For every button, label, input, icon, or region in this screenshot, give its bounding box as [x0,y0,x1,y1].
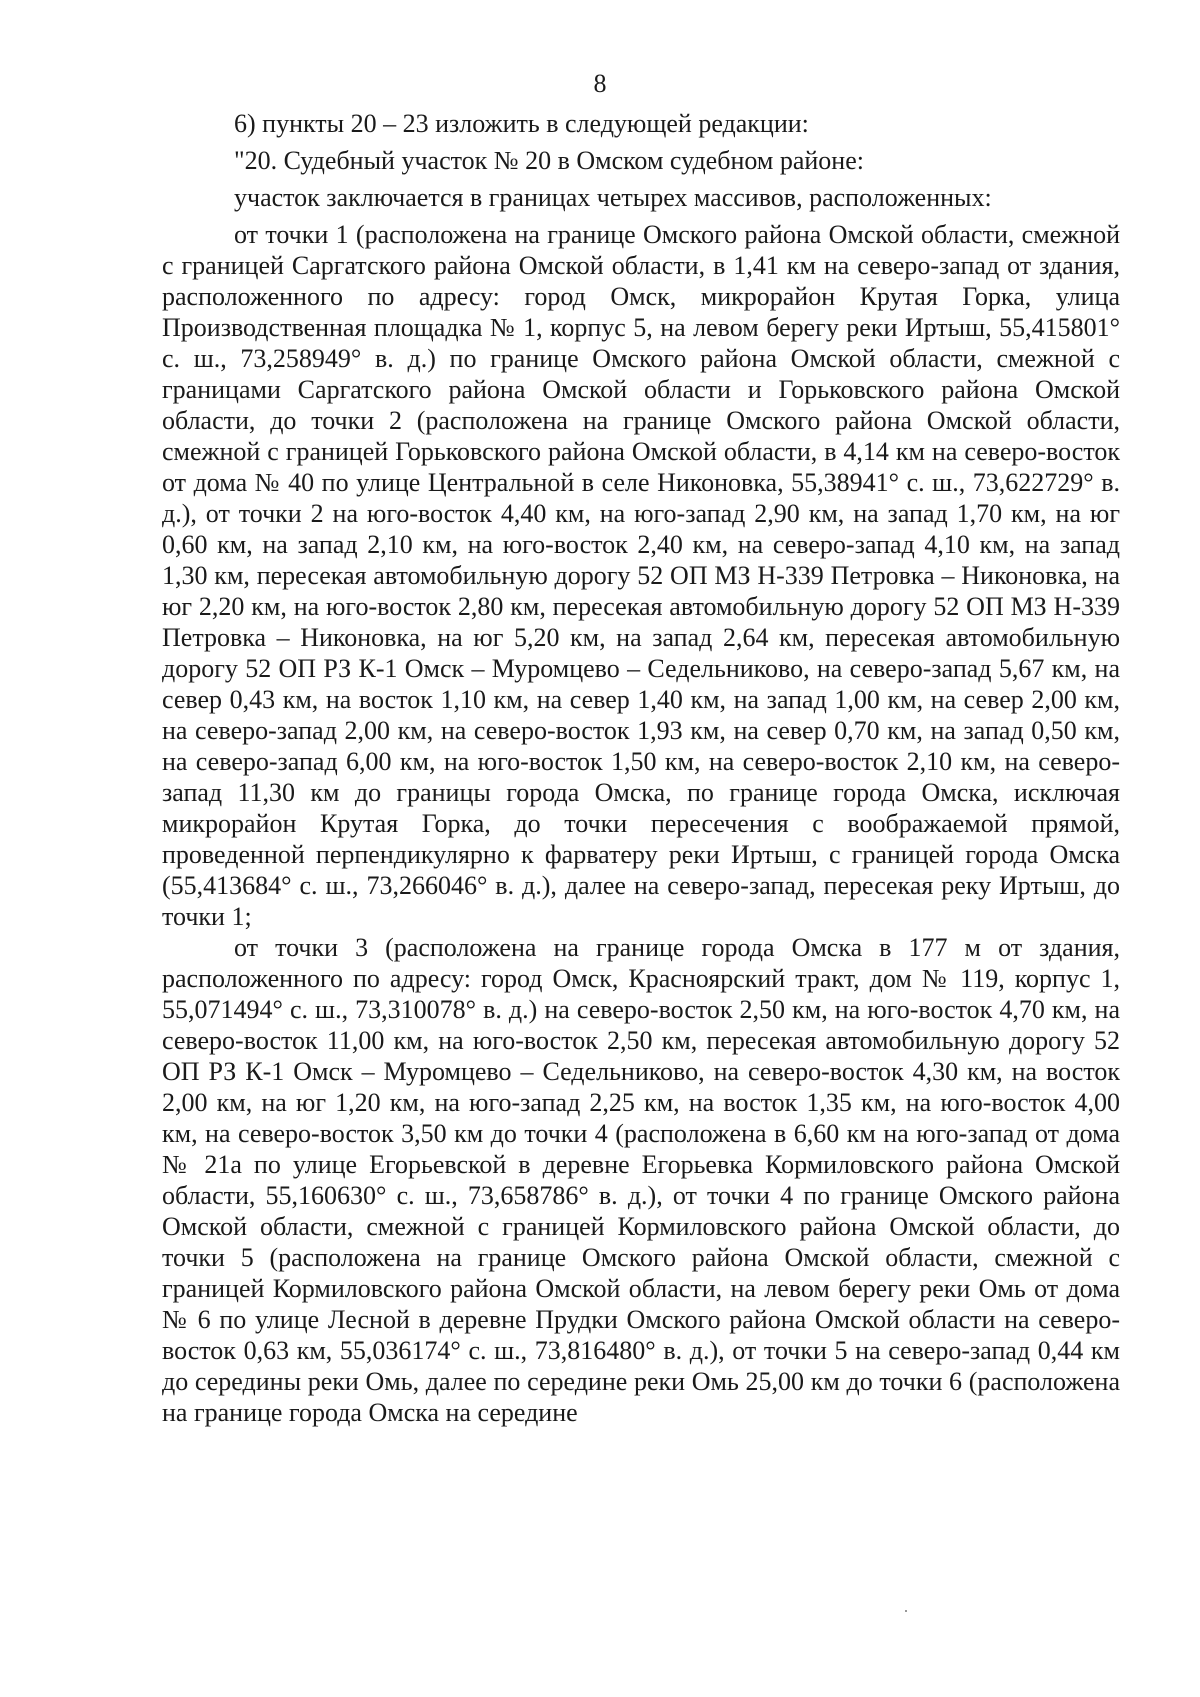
amendment-intro-line: 6) пункты 20 – 23 изложить в следующей редакции: [234,109,809,138]
section-heading-line: "20. Судебный участок № 20 в Омском судебном районе: [234,146,864,175]
page-number: 8 [593,69,607,98]
boundary-paragraph-2: от точки 3 (расположена на границе города Омска в 177 м от здания, расположенного по адресу: город Омск, Красноярский тракт, дом № 119, корпус 1, 55,071494° с. ш., 73,310078° в. д.) на северо-восток 2,50 км, на юго-восток 4,70 км, на северо-восток 11,00 км, на юго-восток 2,50 км, пересекая автомобильную дорогу 52 ОП РЗ К-1 Омск – Муромцево – Седельниково, на северо-восток 4,30 км, на восток 2,00 км, на юг 1,20 км, на юго-запад 2,25 км, на восток 1,35 км, на юго-восток 4,00 км, на северо-восток 3,50 км до точки 4 (расположена в 6,60 км на юго-запад от дома № 21а по улице Егорьевской в деревне Егорьевка Кормиловского района Омской области, 55,160630° с. ш., 73,658786° в. д.), от точки 4 по границе Омского района Омской области, смежной с границей Кормиловского района Омской области, до точки 5 (расположена на границе Омского района Омской области, смежной с границей Кормиловского района Омской области, на левом берегу реки Омь от дома № 6 по улице Лесной в деревне Прудки Омского района Омской области на северо-восток 0,63 км, 55,036174° с. ш., 73,816480° в. д.), от точки 5 на северо-запад 0,44 км до середины реки Омь, далее по середине реки Омь 25,00 км до точки 6 (расположена на границе города Омска на середине [162,933,1120,1427]
scan-artifact [905,1610,907,1612]
boundary-intro-line: участок заключается в границах четырех массивов, расположенных: [234,183,992,212]
boundary-paragraph-1: от точки 1 (расположена на границе Омского района Омской области, смежной с границей Саргатского района Омской области, в 1,41 км на северо-запад от здания, расположенного по адресу: город Омск, микрорайон Крутая Горка, улица Производственная площадка № 1, корпус 5, на левом берегу реки Иртыш, 55,415801° с. ш., 73,258949° в. д.) по границе Омского района Омской области, смежной с границами Саргатского района Омской области и Горьковского района Омской области, до точки 2 (расположена на границе Омского района Омской области, смежной с границей Горьковского района Омской области, в 4,14 км на северо-восток от дома № 40 по улице Центральной в селе Никоновка, 55,38941° с. ш., 73,622729° в. д.), от точки 2 на юго-восток 4,40 км, на юго-запад 2,90 км, на запад 1,70 км, на юг 0,60 км, на запад 2,10 км, на юго-восток 2,40 км, на северо-запад 4,10 км, на запад 1,30 км, пересекая автомобильную дорогу 52 ОП МЗ Н-339 Петровка – Никоновка, на юг 2,20 км, на юго-восток 2,80 км, пересекая автомобильную дорогу 52 ОП МЗ Н-339 Петровка – Никоновка, на юг 5,20 км, на запад 2,64 км, пересекая автомобильную дорогу 52 ОП РЗ К-1 Омск – Муромцево – Седельниково, на северо-запад 5,67 км, на север 0,43 км, на восток 1,10 км, на север 1,40 км, на запад 1,00 км, на север 2,00 км, на северо-запад 2,00 км, на северо-восток 1,93 км, на север 0,70 км, на запад 0,50 км, на северо-запад 6,00 км, на юго-восток 1,50 км, на северо-восток 2,10 км, на северо-запад 11,30 км до границы города Омска, по границе города Омска, исключая микрорайон Крутая Горка, до точки пересечения с воображаемой прямой, проведенной перпендикулярно к фарватеру реки Иртыш, с границей города Омска (55,413684° с. ш., 73,266046° в. д.), далее на северо-запад, пересекая реку Иртыш, до точки 1; [162,220,1120,931]
document-body [162,108,1120,1428]
